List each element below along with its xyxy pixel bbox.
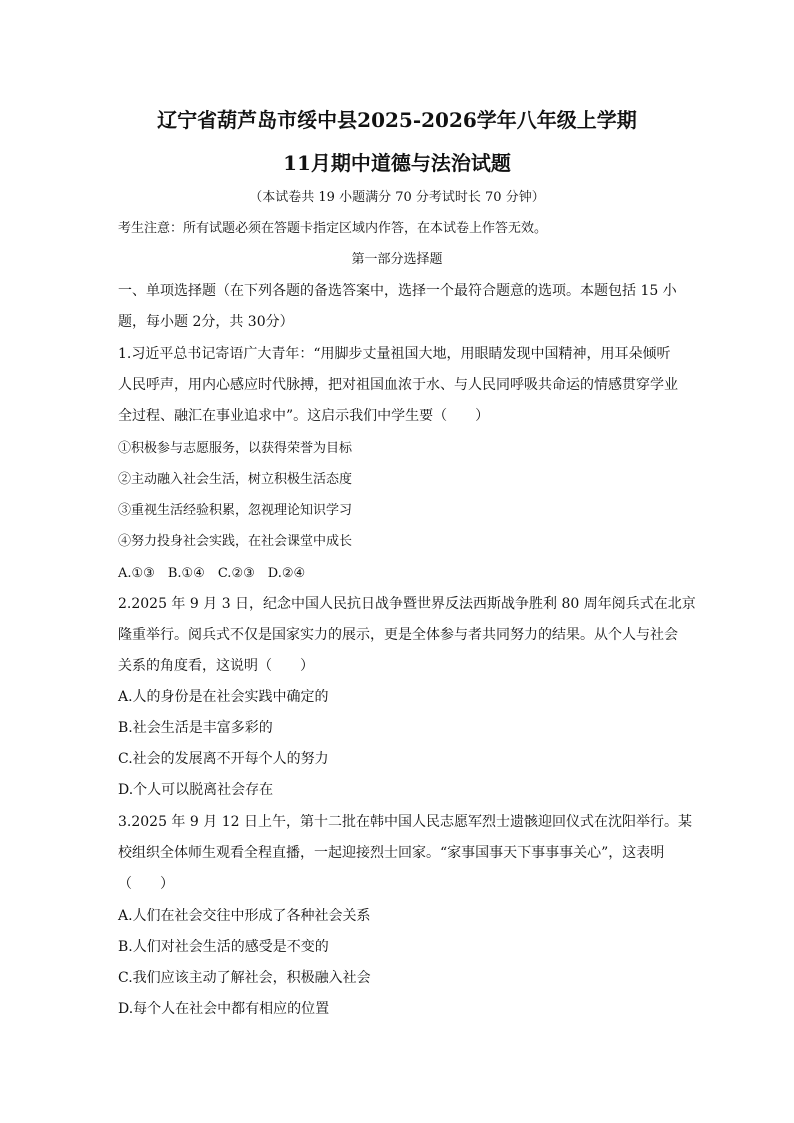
candidate-notice: 考生注意：所有试题必须在答题卡指定区域内作答，在本试卷上作答无效。 [118,221,548,236]
q2-stem-line1: 2.2025 年 9 月 3 日，纪念中国人民抗日战争暨世界反法西斯战争胜利 80 周年阅兵式在北京 [118,596,696,612]
section-heading-line1: 一、单项选择题（在下列各题的备选答案中，选择一个最符合题意的选项。本题包括 15 小 [118,283,677,299]
q1-stem-line3: 全过程、融汇在事业追求中”。这启示我们中学生要（ ） [118,408,490,424]
q3-option-b: B.人们对社会生活的感受是不变的 [118,939,329,955]
q2-stem-line3: 关系的角度看，这说明（ ） [118,658,314,674]
q1-statement-1: ①积极参与志愿服务，以获得荣誉为目标 [118,441,353,456]
q1-stem-line1: 1.习近平总书记寄语广大青年：“用脚步丈量祖国大地，用眼睛发现中国精神，用耳朵倾听 [118,346,671,362]
q3-option-a: A.人们在社会交往中形成了各种社会关系 [118,908,371,924]
q2-option-c: C.社会的发展离不开每个人的努力 [118,751,329,767]
q3-option-c: C.我们应该主动了解社会，积极融入社会 [118,970,371,986]
q1-stem-line2: 人民呼声，用内心感应时代脉搏，把对祖国血浓于水、与人民同呼吸共命运的情感贯穿学业 [118,377,678,393]
exam-title-line2: 11月期中道德与法治试题 [283,151,511,175]
section-heading-line2: 题，每小题 2分，共 30分） [118,314,294,330]
q1-statement-4: ④努力投身社会实践，在社会课堂中成长 [118,534,353,549]
q2-option-b: B.社会生活是丰富多彩的 [118,720,273,736]
q2-stem-line2: 隆重举行。阅兵式不仅是国家实力的展示，更是全体参与者共同努力的结果。从个人与社会 [118,627,678,643]
exam-title-line1: 辽宁省葫芦岛市绥中县2025-2026学年八年级上学期 [157,108,637,132]
q2-option-d: D.个人可以脱离社会存在 [118,782,274,798]
exam-info: （本试卷共 19 小题满分 70 分考试时长 70 分钟） [249,190,545,205]
q3-option-d: D.每个人在社会中都有相应的位置 [118,1001,330,1017]
q1-statement-3: ③重视生活经验积累，忽视理论知识学习 [118,503,353,518]
q2-option-a: A.人的身份是在社会实践中确定的 [118,689,329,705]
q1-choices: A.①③ B.①④ C.②③ D.②④ [118,566,306,581]
q3-stem-line2: 校组织全体师生观看全程直播，一起迎接烈士回家。“家事国事天下事事事关心”，这表明 [118,845,665,861]
part-title: 第一部分选择题 [351,252,443,267]
q3-stem-line3: （ ） [118,876,174,892]
q3-stem-line1: 3.2025 年 9 月 12 日上午，第十二批在韩中国人民志愿军烈士遗骸迎回仪式在沈阳举行。某 [118,814,692,830]
q1-statement-2: ②主动融入社会生活，树立积极生活态度 [118,472,353,487]
